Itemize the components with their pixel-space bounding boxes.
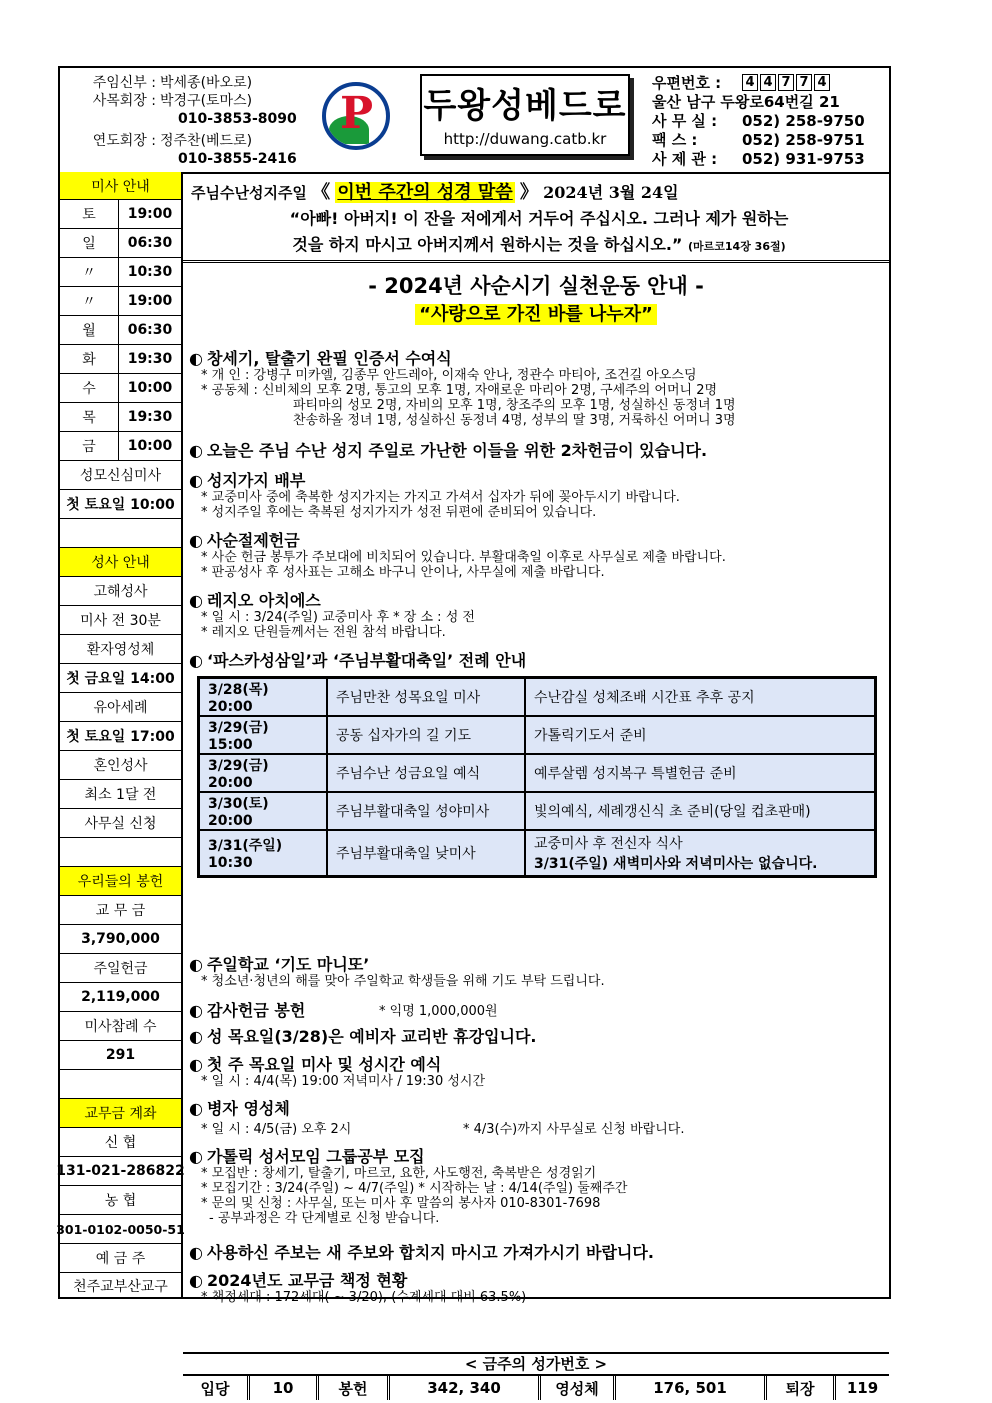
hymn-number: 176, 501 bbox=[616, 1376, 767, 1400]
sidebar bbox=[56, 172, 185, 1299]
offering-value: 2,119,000 bbox=[60, 983, 181, 1012]
section-title bbox=[189, 528, 300, 551]
offering-title: 우리들의 봉헌 bbox=[60, 867, 181, 896]
table-row bbox=[199, 678, 875, 716]
spacer bbox=[60, 838, 181, 867]
account-number: 301-0102-0050-51 bbox=[60, 1215, 181, 1244]
sacrament-item: 유아세례 bbox=[60, 693, 181, 722]
section-text: 성지가지 배부 bbox=[206, 471, 306, 490]
offering-item: 미사참례 수 bbox=[60, 1012, 181, 1041]
parish-title: 두왕성베드로 bbox=[423, 86, 627, 126]
mass-row bbox=[60, 345, 181, 374]
half-circle-icon: ◐ bbox=[189, 591, 203, 610]
verse-line: “아빠! 아버지! 이 잔을 저에게서 거두어 주십시오. 그러나 제가 원하는 bbox=[289, 209, 789, 228]
half-circle-icon: ◐ bbox=[189, 1271, 203, 1290]
table-row bbox=[199, 792, 875, 830]
verse-bracket: 》 bbox=[519, 182, 538, 203]
section-text: 2024년도 교무금 책정 현황 bbox=[206, 1271, 408, 1290]
section-line: * 일 시 : 3/24(주일) 교중미사 후 * 장 소 : 성 전 bbox=[201, 610, 475, 625]
contact-phone: 010-3855-2416 bbox=[178, 151, 297, 167]
mass-row bbox=[60, 287, 181, 316]
mass-row bbox=[60, 200, 181, 229]
mass-day: 일 bbox=[60, 229, 119, 257]
hymn-title: < 금주의 성가번호 > bbox=[183, 1352, 889, 1376]
sacrament-item: 첫 토요일 17:00 bbox=[60, 722, 181, 751]
section-line: * 책정세대 : 172세대( ~ 3/20), (수계세대 대비 63.5%) bbox=[201, 1290, 527, 1305]
sacrament-item: 첫 금요일 14:00 bbox=[60, 664, 181, 693]
half-circle-icon: ◐ bbox=[189, 651, 203, 670]
sacrament-item: 혼인성사 bbox=[60, 751, 181, 780]
announce-subtitle bbox=[183, 300, 889, 326]
mass-day: 금 bbox=[60, 432, 119, 460]
sacrament-item: 최소 1달 전 bbox=[60, 780, 181, 809]
contact-label: 연도회장 : bbox=[92, 133, 156, 149]
section-line: * 교중미사 중에 축복한 성지가지는 가지고 가셔서 십자가 뒤에 꽂아두시기 바랍니다. bbox=[201, 490, 680, 505]
section-line: * 4/3(수)까지 사무실로 신청 바랍니다. bbox=[463, 1122, 685, 1137]
section-text: 병자 영성체 bbox=[206, 1099, 290, 1118]
mass-row bbox=[60, 374, 181, 403]
phone-label: 사 제 관 : bbox=[652, 150, 718, 168]
postal-digit: 4 bbox=[742, 74, 758, 91]
bulletin-date: 2024년 3월 24일 bbox=[543, 183, 679, 202]
half-circle-icon: ◐ bbox=[189, 441, 203, 460]
mass-day: 수 bbox=[60, 374, 119, 402]
mass-time: 19:30 bbox=[127, 409, 173, 425]
hymn-row bbox=[183, 1376, 889, 1400]
account-bank: 신 협 bbox=[60, 1128, 181, 1157]
section-title bbox=[189, 1052, 441, 1075]
account-holder-label: 예 금 주 bbox=[60, 1244, 181, 1273]
section-line: * 모집기간 : 3/24(주일) ~ 4/7(주일) * 시작하는 날 : 4/14(주일) 둘째주간 bbox=[201, 1181, 628, 1196]
offering-item: 주일헌금 bbox=[60, 954, 181, 983]
verse-title: 이번 주간의 성경 말씀 bbox=[337, 182, 513, 203]
section-title bbox=[189, 648, 526, 671]
section-text: 주일학교 ‘기도 마니또’ bbox=[206, 955, 370, 974]
section-text: 사용하신 주보는 새 주보와 합치지 마시고 가져가시기 바랍니다. bbox=[206, 1243, 654, 1262]
section-title bbox=[189, 1268, 407, 1291]
header bbox=[60, 68, 889, 174]
section-text: 첫 주 목요일 미사 및 성시간 예식 bbox=[206, 1055, 442, 1074]
section-text: 가톨릭 성서모임 그룹공부 모집 bbox=[206, 1147, 425, 1166]
hymn-number: 10 bbox=[250, 1376, 319, 1400]
half-circle-icon: ◐ bbox=[189, 1001, 203, 1020]
section-line: * 일 시 : 4/5(금) 오후 2시 bbox=[201, 1122, 352, 1137]
section-line: * 판공성사 후 성사표는 고해소 바구니 안이나, 사무실에 제출 바랍니다. bbox=[201, 565, 605, 580]
address: 울산 남구 두왕로64번길 21 bbox=[652, 93, 840, 111]
mass-day: 토 bbox=[60, 200, 119, 228]
spacer bbox=[60, 1070, 181, 1099]
sacrament-title: 성사 안내 bbox=[60, 548, 181, 577]
schedule-name: 주님수난 성금요일 예식 bbox=[327, 754, 525, 792]
phone-label: 사 무 실 : bbox=[652, 112, 718, 130]
verse-line: 것을 하지 마시고 아버지께서 원하시는 것을 하십시오.” bbox=[292, 235, 683, 254]
verse-bracket: 《 bbox=[312, 182, 331, 203]
schedule-note-line: 3/31(주일) 새벽미사와 저녁미사는 없습니다. bbox=[534, 856, 818, 872]
schedule-note-line: 교중미사 후 전신자 식사 bbox=[534, 836, 683, 852]
section-text: 오늘은 주님 수난 성지 주일로 가난한 이들을 위한 2차헌금이 있습니다. bbox=[206, 441, 708, 460]
half-circle-icon: ◐ bbox=[189, 349, 203, 368]
half-circle-icon: ◐ bbox=[189, 531, 203, 550]
section-line: 파티마의 성모 2명, 자비의 모후 1명, 창조주의 모후 1명, 성실하신 동정녀 1명 bbox=[293, 398, 736, 413]
contact-value: 박경구(토마스) bbox=[160, 93, 253, 109]
mass-day: 월 bbox=[60, 316, 119, 344]
section-title bbox=[189, 998, 305, 1021]
section-title bbox=[189, 588, 321, 611]
offering-value: 3,790,000 bbox=[60, 925, 181, 954]
section-line: - 공부과정은 각 단계별로 신청 받습니다. bbox=[209, 1211, 440, 1226]
mass-day: 목 bbox=[60, 403, 119, 431]
table-row bbox=[199, 716, 875, 754]
mass-row bbox=[60, 258, 181, 287]
parish-url[interactable]: http://duwang.catb.kr bbox=[443, 130, 607, 148]
phone-value: 052) 258-9750 bbox=[742, 112, 865, 130]
sacrament-item: 사무실 신청 bbox=[60, 809, 181, 838]
announce-title: - 2024년 사순시기 실천운동 안내 - bbox=[368, 274, 704, 298]
parish-logo-icon: P bbox=[322, 82, 390, 150]
contact-value: 정주찬(베드로) bbox=[160, 133, 253, 149]
offering-value: 291 bbox=[60, 1041, 181, 1070]
contact-label: 사목회장 : bbox=[92, 93, 156, 109]
liturgical-day: 주님수난성지주일 bbox=[191, 184, 307, 202]
section-line: * 사순 헌금 봉투가 주보대에 비치되어 있습니다. 부활대축일 이후로 사무실로 제출 바랍니다. bbox=[201, 550, 726, 565]
section-line: * 성지주일 후에는 축복된 성지가지가 성전 뒤편에 준비되어 있습니다. bbox=[201, 505, 597, 520]
section-title bbox=[189, 1144, 425, 1167]
section-text: 레지오 아치에스 bbox=[206, 591, 321, 610]
bulletin-frame bbox=[56, 66, 891, 1398]
section-line: * 모집반 : 창세기, 탈출기, 마르코, 요한, 사도행전, 축복받은 성경읽기 bbox=[201, 1166, 597, 1181]
verse-heading bbox=[191, 178, 679, 204]
postal-digit: 7 bbox=[778, 74, 794, 91]
schedule-name: 공동 십자가의 길 기도 bbox=[327, 716, 525, 754]
mass-day: 〃 bbox=[60, 258, 119, 286]
mass-time: 06:30 bbox=[127, 322, 173, 338]
account-bank: 농 협 bbox=[60, 1186, 181, 1215]
phone-label: 팩 스 : bbox=[652, 131, 698, 149]
section-line: * 문의 및 신청 : 사무실, 또는 미사 후 말씀의 봉사자 010-8301-7698 bbox=[201, 1196, 601, 1211]
schedule-note bbox=[525, 830, 875, 876]
section-line: * 레지오 단원들께서는 전원 참석 바랍니다. bbox=[201, 625, 446, 640]
schedule-name: 주님만찬 성목요일 미사 bbox=[327, 678, 525, 716]
section-line: * 개 인 : 강병구 미카엘, 김종무 안드레아, 이재숙 안나, 정관수 마티아, 조건길 아오스딩 bbox=[201, 368, 697, 383]
table-row bbox=[199, 830, 875, 876]
sacrament-item: 미사 전 30분 bbox=[60, 606, 181, 635]
hymn-number: 119 bbox=[846, 1379, 879, 1397]
liturgy-schedule-table bbox=[197, 676, 877, 878]
section-title bbox=[189, 952, 369, 975]
section-text: 성 목요일(3/28)은 예비자 교리반 휴강입니다. bbox=[206, 1027, 537, 1046]
schedule-name: 주님부활대축일 낮미사 bbox=[327, 830, 525, 876]
section-line: * 청소년·청년의 해를 맞아 주일학교 학생들을 위해 기도 부탁 드립니다. bbox=[201, 974, 605, 989]
postal-digit: 7 bbox=[796, 74, 812, 91]
section-line: 찬송하올 정녀 1명, 성실하신 동정녀 4명, 성부의 딸 3명, 거룩하신 어머니 3명 bbox=[293, 413, 736, 428]
contact-label: 주임신부 : bbox=[92, 75, 156, 91]
phone-value: 052) 258-9751 bbox=[742, 131, 865, 149]
mass-time: 10:00 bbox=[127, 380, 173, 396]
table-row bbox=[199, 754, 875, 792]
mass-time: 19:00 bbox=[127, 206, 173, 222]
mass-title: 미사 안내 bbox=[60, 172, 181, 200]
section-text: 사순절제헌금 bbox=[206, 531, 300, 550]
mass-day: 화 bbox=[60, 345, 119, 373]
postal-digit: 4 bbox=[760, 74, 776, 91]
half-circle-icon: ◐ bbox=[189, 955, 203, 974]
hymn-label: 영성체 bbox=[541, 1376, 616, 1400]
mass-time: 06:30 bbox=[127, 235, 173, 251]
hymn-number: 342, 340 bbox=[390, 1376, 541, 1400]
section-text: 감사헌금 봉헌 bbox=[206, 1001, 306, 1020]
schedule-name: 주님부활대축일 성야미사 bbox=[327, 792, 525, 830]
divider bbox=[183, 260, 889, 263]
half-circle-icon: ◐ bbox=[189, 1099, 203, 1118]
mass-time: 10:30 bbox=[127, 264, 173, 280]
section-title bbox=[189, 1096, 290, 1119]
section-title bbox=[189, 438, 707, 461]
mass-row bbox=[60, 432, 181, 461]
schedule-date: 3/30(토) 20:00 bbox=[199, 792, 327, 830]
mary-mass-time: 첫 토요일 10:00 bbox=[60, 490, 181, 519]
postal-label: 우편번호 : bbox=[652, 74, 722, 92]
section-line: * 익명 1,000,000원 bbox=[379, 1004, 498, 1019]
schedule-date: 3/29(금) 20:00 bbox=[199, 754, 327, 792]
contact-value: 박세종(바오로) bbox=[160, 75, 253, 91]
half-circle-icon: ◐ bbox=[189, 1027, 203, 1046]
address-block bbox=[652, 74, 865, 169]
section-title bbox=[189, 346, 452, 369]
half-circle-icon: ◐ bbox=[189, 471, 203, 490]
announce-slogan: “사랑으로 가진 바를 나누자” bbox=[415, 304, 657, 325]
verse-text bbox=[191, 206, 887, 260]
schedule-date: 3/28(목) 20:00 bbox=[199, 678, 327, 716]
sacrament-item: 고해성사 bbox=[60, 577, 181, 606]
schedule-note: 수난감실 성체조배 시간표 추후 공지 bbox=[525, 678, 875, 716]
hymn-label: 퇴장 bbox=[767, 1376, 836, 1400]
half-circle-icon: ◐ bbox=[189, 1147, 203, 1166]
mass-row bbox=[60, 403, 181, 432]
schedule-date: 3/29(금) 15:00 bbox=[199, 716, 327, 754]
mary-mass: 성모신심미사 bbox=[60, 461, 181, 490]
section-line: * 일 시 : 4/4(목) 19:00 저녁미사 / 19:30 성시간 bbox=[201, 1074, 486, 1089]
spacer bbox=[60, 519, 181, 548]
mass-time: 10:00 bbox=[127, 438, 173, 454]
contacts bbox=[74, 74, 297, 168]
half-circle-icon: ◐ bbox=[189, 1055, 203, 1074]
phone-value: 052) 931-9753 bbox=[742, 150, 865, 168]
mass-day: 〃 bbox=[60, 287, 119, 315]
account-holder: 천주교부산교구 bbox=[73, 1279, 168, 1295]
account-title: 교무금 계좌 bbox=[60, 1099, 181, 1128]
mass-row bbox=[60, 316, 181, 345]
hymn-label: 입당 bbox=[183, 1376, 250, 1400]
section-text: 창세기, 탈출기 완필 인증서 수여식 bbox=[206, 349, 452, 368]
sacrament-item: 환자영성체 bbox=[60, 635, 181, 664]
hymn-label: 봉헌 bbox=[319, 1376, 390, 1400]
section-title bbox=[189, 1024, 537, 1047]
account-number: 131-021-286822 bbox=[60, 1157, 181, 1186]
schedule-date: 3/31(주일) 10:30 bbox=[199, 830, 327, 876]
schedule-note: 예루살렘 성지복구 특별헌금 준비 bbox=[525, 754, 875, 792]
mass-row bbox=[60, 229, 181, 258]
offering-item: 교 무 금 bbox=[60, 896, 181, 925]
mass-time: 19:30 bbox=[127, 351, 173, 367]
schedule-note: 가톨릭기도서 준비 bbox=[525, 716, 875, 754]
verse-ref: (마르코14장 36절) bbox=[688, 240, 786, 253]
schedule-note: 빛의예식, 세례갱신식 초 준비(당일 컵초판매) bbox=[525, 792, 875, 830]
mass-time: 19:00 bbox=[127, 293, 173, 309]
title-box bbox=[420, 74, 630, 156]
half-circle-icon: ◐ bbox=[189, 1243, 203, 1262]
section-title bbox=[189, 468, 305, 491]
contact-phone: 010-3853-8090 bbox=[178, 111, 297, 127]
section-title bbox=[189, 1240, 654, 1263]
section-line: * 공동체 : 신비체의 모후 2명, 통고의 모후 1명, 자애로운 마리아 2명, 구세주의 어머니 2명 bbox=[201, 383, 718, 398]
postal-digit: 4 bbox=[814, 74, 830, 91]
section-text: ‘파스카성삼일’과 ‘주님부활대축일’ 전례 안내 bbox=[206, 651, 527, 670]
